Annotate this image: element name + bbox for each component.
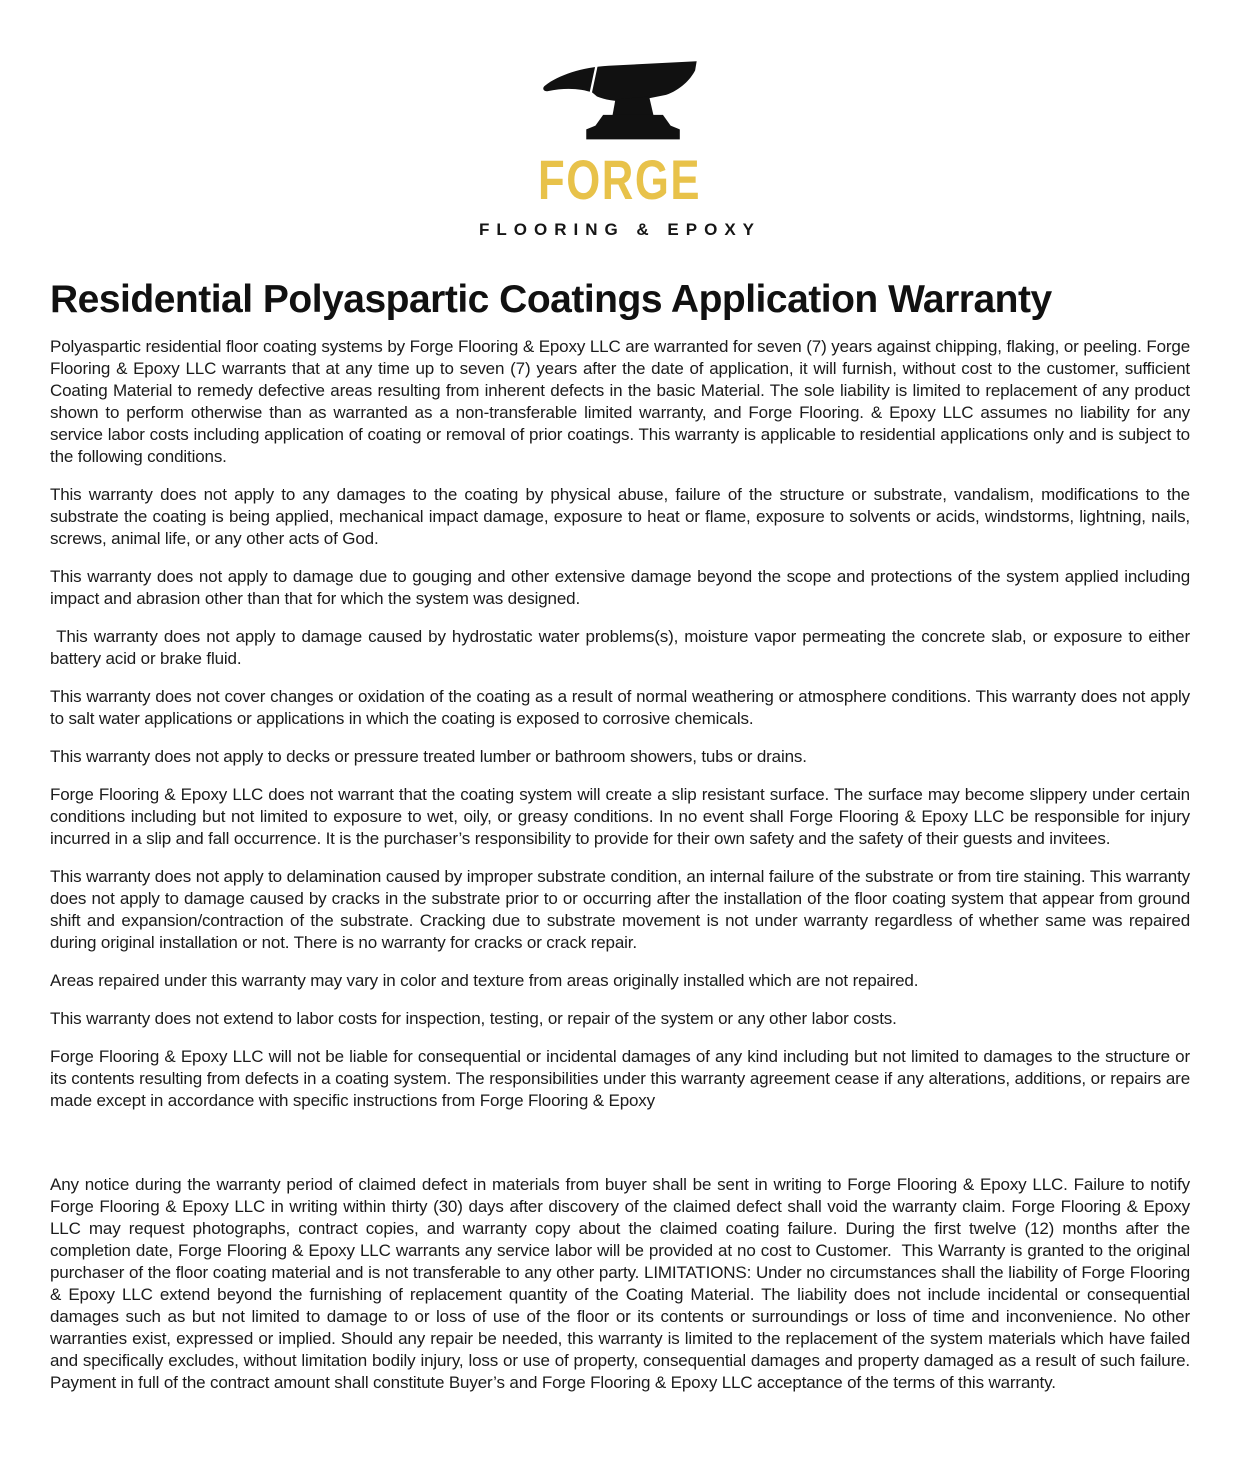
paragraph-exclusion-delamination: This warranty does not apply to delamination caused by improper substrate condition, an internal failure of the substrate or from tire staining. This warranty does not apply to damage caused by cracks in the substrate prior to or occurring after the installation of the floor coating system that appear from ground shift and expansion/contraction of the substrate. Cracking due to substrate movement is not under warranty regardless of whether same was repaired during original installation or not. There is no warranty for cracks or crack repair.: [50, 866, 1190, 952]
company-logo: [50, 52, 1190, 240]
paragraph-exclusion-decks: This warranty does not apply to decks or pressure treated lumber or bathroom showers, tubs or drains.: [50, 746, 807, 766]
paragraph-repaired-areas: Areas repaired under this warranty may vary in color and texture from areas originally installed which are not repaired.: [50, 970, 919, 990]
anvil-icon: [527, 52, 713, 144]
paragraph-exclusion-oxidation: This warranty does not cover changes or oxidation of the coating as a result of normal weathering or atmosphere conditions. This warranty does not apply to salt water applications or applications in which the coating is exposed to corrosive chemicals.: [50, 686, 1190, 728]
paragraph-labor-costs: This warranty does not extend to labor costs for inspection, testing, or repair of the system or any other labor costs.: [50, 1008, 897, 1028]
paragraph-exclusion-hydrostatic: This warranty does not apply to damage caused by hydrostatic water problems(s), moisture vapor permeating the concrete slab, or exposure to either battery acid or brake fluid.: [50, 626, 1190, 668]
paragraph-slip-resistance: Forge Flooring & Epoxy LLC does not warrant that the coating system will create a slip resistant surface. The surface may become slippery under certain conditions including but not limited to exposure to wet, oily, or greasy conditions. In no event shall Forge Flooring & Epoxy LLC be responsible for injury incurred in a slip and fall occurrence. It is the purchaser’s responsibility to provide for their own safety and the safety of their guests and invitees.: [50, 784, 1190, 848]
brand-tagline: FLOORING & EPOXY: [478, 220, 762, 239]
paragraph-notice-limitations: Any notice during the warranty period of claimed defect in materials from buyer shall be sent in writing to Forge Flooring & Epoxy LLC. Failure to notify Forge Flooring & Epoxy LLC in writing within thirty (30) days after discovery of the claimed defect shall void the warranty claim. Forge Flooring & Epoxy LLC may request photographs, contract copies, and warranty copy about the claimed coating failure. During the first twelve (12) months after the completion date, Forge Flooring & Epoxy LLC warrants any service labor will be provided at no cost to Customer. This Warranty is granted to the original purchaser of the floor coating material and is not transferable to any other party. LIMITATIONS: Under no circumstances shall the liability of Forge Flooring & Epoxy LLC extend beyond the furnishing of replacement quantity of the Coating Material. The liability does not include incidental or consequential damages such as but not limited to damage to or loss of use of the floor or its contents or surroundings or loss of time and inconvenience. No other warranties exist, expressed or implied. Should any repair be needed, this warranty is limited to the replacement of the system materials which have failed and specifically excludes, without limitation bodily injury, loss or use of property, consequential damages and property damaged as a result of such failure. Payment in full of the contract amount shall constitute Buyer’s and Forge Flooring & Epoxy LLC acceptance of the terms of this warranty.: [50, 1174, 1190, 1392]
brand-name: FORGE: [538, 148, 702, 211]
document-title: Residential Polyaspartic Coatings Application Warranty: [50, 278, 1052, 321]
paragraph-intro: Polyaspartic residential floor coating systems by Forge Flooring & Epoxy LLC are warranted for seven (7) years against chipping, flaking, or peeling. Forge Flooring & Epoxy LLC warrants that at any time up to seven (7) years after the date of application, it will furnish, without cost to the customer, sufficient Coating Material to remedy defective areas resulting from inherent defects in the basic Material. The sole liability is limited to replacement of any product shown to perform otherwise than as warranted as a non-transferable limited warranty, and Forge Flooring. & Epoxy LLC assumes no liability for any service labor costs including application of coating or removal of prior coatings. This warranty is applicable to residential applications only and is subject to the following conditions.: [50, 336, 1190, 466]
paragraph-consequential-damages: Forge Flooring & Epoxy LLC will not be liable for consequential or incidental damages of any kind including but not limited to damages to the structure or its contents resulting from defects in a coating system. The responsibilities under this warranty agreement cease if any alterations, additions, or repairs are made except in accordance with specific instructions from Forge Flooring & Epoxy: [50, 1046, 1190, 1110]
paragraph-exclusion-physical-abuse: This warranty does not apply to any damages to the coating by physical abuse, failure of the structure or substrate, vandalism, modifications to the substrate the coating is being applied, mechanical impact damage, exposure to heat or flame, exposure to solvents or acids, windstorms, lightning, nails, screws, animal life, or any other acts of God.: [50, 484, 1190, 548]
paragraph-exclusion-gouging: This warranty does not apply to damage due to gouging and other extensive damage beyond the scope and protections of the system applied including impact and abrasion other than that for which the system was designed.: [50, 566, 1190, 608]
